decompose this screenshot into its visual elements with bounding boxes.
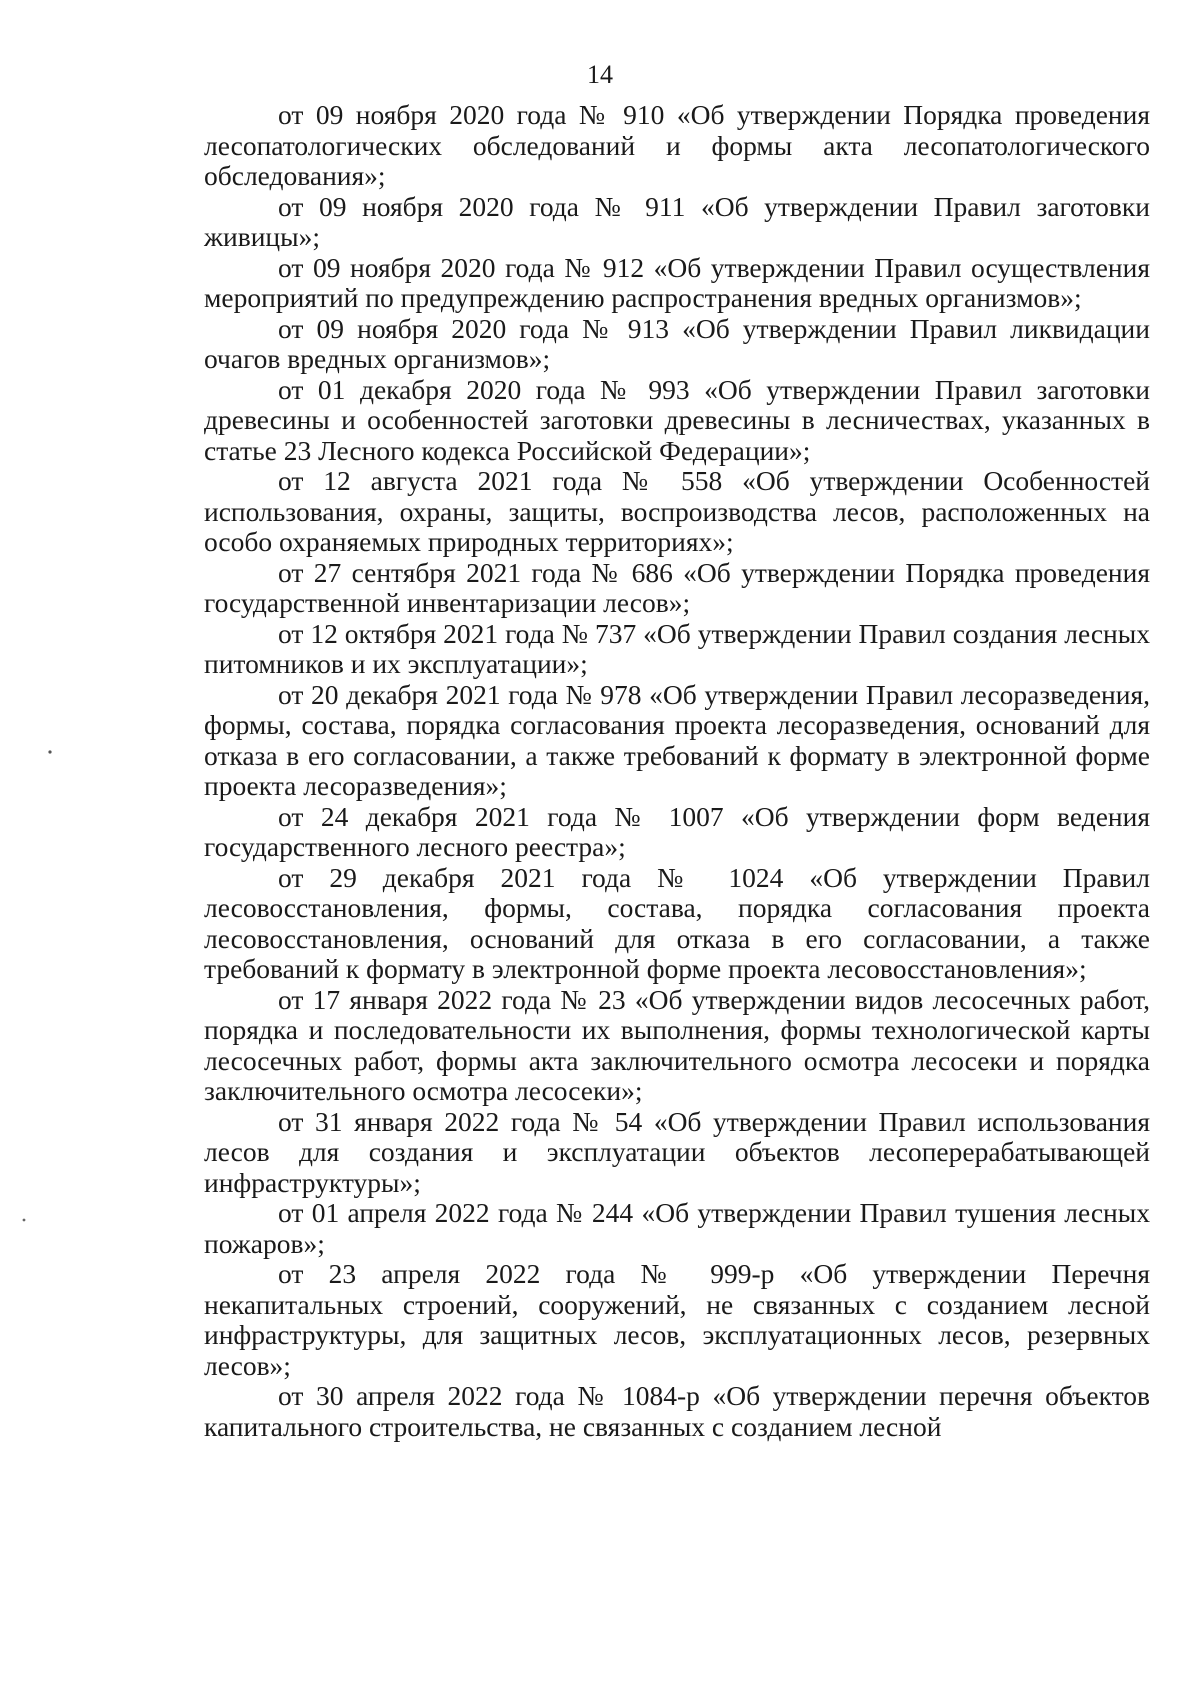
list-item: от 17 января 2022 года № 23 «Об утверждении видов лесосечных работ, порядка и последовательности их выполнения, формы технологической карты лесосечных работ, формы акта заключительного осмотра лесосеки и порядка заключительного осмотра лесосеки»; (204, 983, 1150, 1106)
list-item: от 20 декабря 2021 года № 978 «Об утверждении Правил лесоразведения, формы, состава, порядка согласования проекта лесоразведения, оснований для отказа в его согласовании, а также требований к формату в электронной форме проекта лесоразведения»; (204, 678, 1150, 801)
list-item: от 09 ноября 2020 года № 910 «Об утверждении Порядка проведения лесопатологических обследований и формы акта лесопатологического обследования»; (204, 99, 1150, 191)
list-item: от 24 декабря 2021 года № 1007 «Об утверждении форм ведения государственного лесного реестра»; (204, 800, 1150, 862)
list-item: от 27 сентября 2021 года № 686 «Об утверждении Порядка проведения государственной инвентаризации лесов»; (204, 556, 1150, 618)
list-item: от 01 декабря 2020 года № 993 «Об утверждении Правил заготовки древесины и особенностей заготовки древесины в лесничествах, указанных в статье 23 Лесного кодекса Российской Федерации»; (204, 373, 1150, 466)
list-item: от 23 апреля 2022 года № 999-р «Об утверждении Перечня некапитальных строений, сооружений, не связанных с созданием лесной инфраструктуры, для защитных лесов, эксплуатационных лесов, резервных лесов»; (204, 1258, 1150, 1381)
list-item: от 30 апреля 2022 года № 1084-р «Об утверждении перечня объектов капитального строительства, не связанных с созданием лесной (204, 1380, 1150, 1442)
list-item: от 31 января 2022 года № 54 «Об утверждении Правил использования лесов для создания и эксплуатации объектов лесоперерабатывающей инфраструктуры»; (204, 1105, 1150, 1198)
scan-speck (48, 750, 51, 753)
page-number: 14 (587, 60, 613, 89)
list-item: от 09 ноября 2020 года № 913 «Об утверждении Правил ликвидации очагов вредных организмов»; (204, 312, 1150, 374)
list-item: от 12 августа 2021 года № 558 «Об утверждении Особенностей использования, охраны, защиты, воспроизводства лесов, расположенных на особо охраняемых природных территориях»; (204, 465, 1150, 557)
list-item: от 12 октября 2021 года № 737 «Об утверждении Правил создания лесных питомников и их эксплуатации»; (204, 617, 1150, 679)
scan-speck (23, 1219, 26, 1222)
list-item: от 01 апреля 2022 года № 244 «Об утверждении Правил тушения лесных пожаров»; (204, 1197, 1150, 1259)
list-item: от 29 декабря 2021 года № 1024 «Об утверждении Правил лесовосстановления, формы, состава, порядка согласования проекта лесовосстановления, оснований для отказа в его согласовании, а также требований к формату в электронной форме проекта лесовосстановления»; (204, 861, 1150, 984)
list-item: от 09 ноября 2020 года № 911 «Об утверждении Правил заготовки живицы»; (204, 190, 1150, 252)
list-item: от 09 ноября 2020 года № 912 «Об утверждении Правил осуществления мероприятий по предупреждению распространения вредных организмов»; (204, 251, 1150, 313)
